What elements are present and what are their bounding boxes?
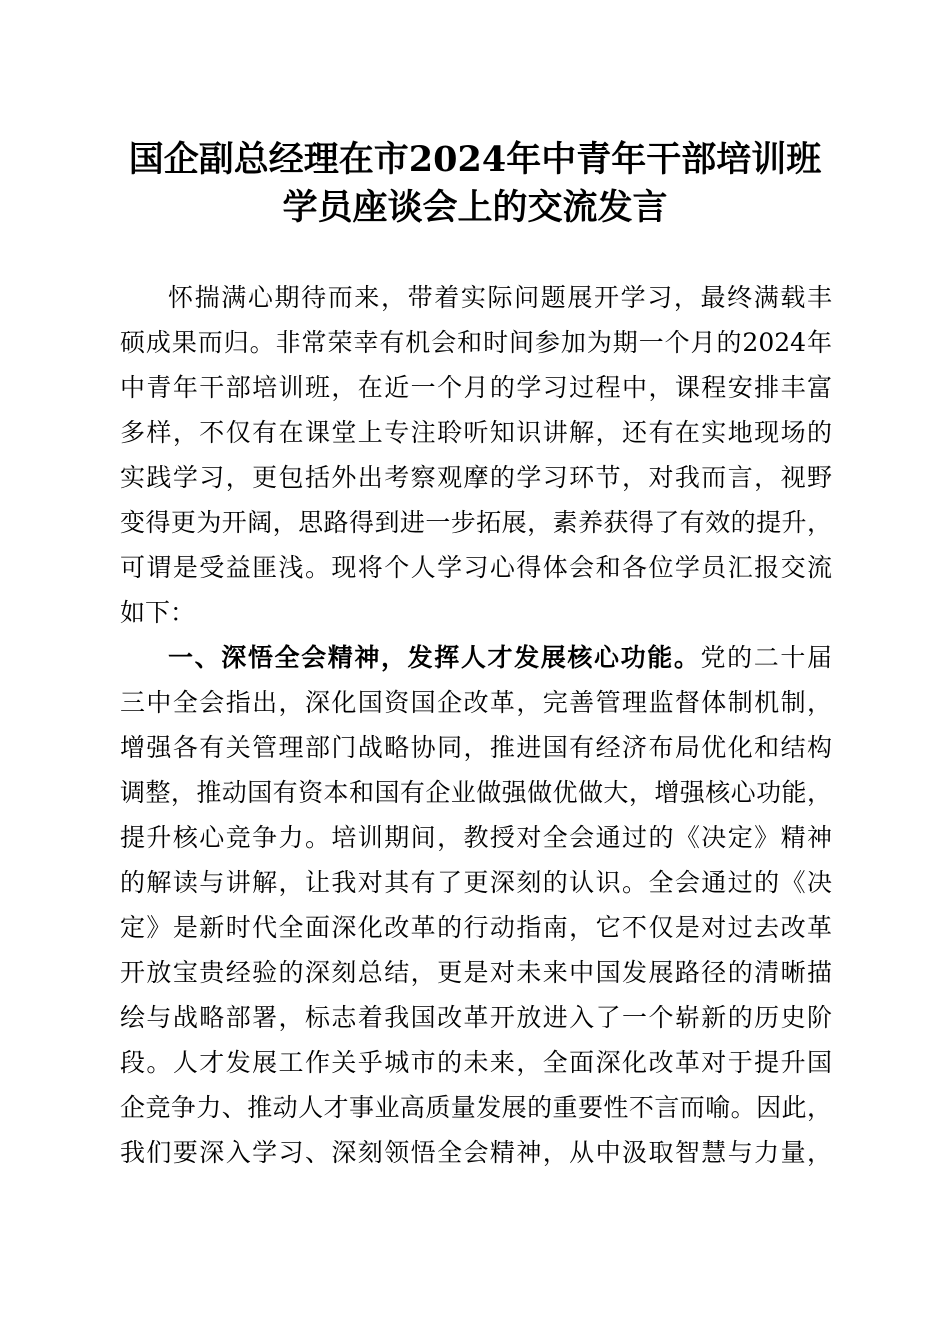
paragraph-line — [120, 500, 832, 545]
line-text: 可谓是受益匪浅。现将个人学习心得体会和各位学员汇报交流 — [120, 553, 832, 582]
line-text: 增强各有关管理部门战略协同，推进国有经济布局优化和结构 — [120, 733, 832, 762]
paragraph-line — [120, 770, 832, 815]
line-text: 怀揣满心期待而来，带着实际问题展开学习，最终满载丰 — [168, 283, 832, 312]
title-line-1: 国企副总经理在市2024年中青年干部培训班 — [128, 139, 822, 180]
paragraph-line — [120, 410, 832, 455]
section-heading: 一、深悟全会精神，发挥人才发展核心功能。 — [168, 643, 701, 672]
paragraph-line — [120, 1085, 832, 1130]
line-text: 中青年干部培训班，在近一个月的学习过程中，课程安排丰富 — [120, 373, 832, 402]
line-text: 如下： — [120, 598, 196, 627]
line-text: 的解读与讲解，让我对其有了更深刻的认识。全会通过的《决 — [120, 868, 832, 897]
line-text: 段。人才发展工作关乎城市的未来，全面深化改革对于提升国 — [120, 1048, 832, 1077]
line-text: 实践学习，更包括外出考察观摩的学习环节，对我而言，视野 — [120, 463, 832, 492]
paragraph-line — [120, 950, 832, 995]
line-text: 企竞争力、推动人才事业高质量发展的重要性不言而喻。因此， — [120, 1093, 832, 1122]
line-text: 绘与战略部署，标志着我国改革开放进入了一个崭新的历史阶 — [120, 1003, 832, 1032]
paragraph-line — [120, 995, 832, 1040]
title-line-2: 学员座谈会上的交流发言 — [282, 187, 668, 228]
line-text: 定》是新时代全面深化改革的行动指南，它不仅是对过去改革 — [120, 913, 832, 942]
paragraph-line — [120, 545, 832, 590]
line-text: 提升核心竞争力。培训期间，教授对全会通过的《决定》精神 — [120, 823, 832, 852]
paragraph-line — [120, 905, 832, 950]
line-text: 硕成果而归。非常荣幸有机会和时间参加为期一个月的2024年 — [120, 328, 832, 357]
paragraph-line — [120, 860, 832, 905]
paragraph-line — [120, 1130, 832, 1175]
document-title — [0, 136, 950, 232]
line-text: 调整，推动国有资本和国有企业做强做优做大，增强核心功能， — [120, 778, 832, 807]
paragraph-line — [120, 725, 832, 770]
line-text: 变得更为开阔，思路得到进一步拓展，素养获得了有效的提升， — [120, 508, 832, 537]
section-heading-line — [120, 635, 832, 680]
paragraph-line — [120, 815, 832, 860]
line-text: 三中全会指出，深化国资国企改革，完善管理监督体制机制， — [120, 688, 832, 717]
paragraph-line — [120, 680, 832, 725]
line-text: 我们要深入学习、深刻领悟全会精神，从中汲取智慧与力量， — [120, 1138, 832, 1167]
line-text: 多样，不仅有在课堂上专注聆听知识讲解，还有在实地现场的 — [120, 418, 832, 447]
paragraph-line — [120, 590, 832, 635]
paragraph-line — [120, 455, 832, 500]
line-text: 党的二十届 — [700, 643, 832, 672]
paragraph-line — [120, 1040, 832, 1085]
line-text: 开放宝贵经验的深刻总结，更是对未来中国发展路径的清晰描 — [120, 958, 832, 987]
paragraph-line — [120, 320, 832, 365]
document-body — [120, 275, 832, 1175]
paragraph-line — [120, 275, 832, 320]
paragraph-line — [120, 365, 832, 410]
